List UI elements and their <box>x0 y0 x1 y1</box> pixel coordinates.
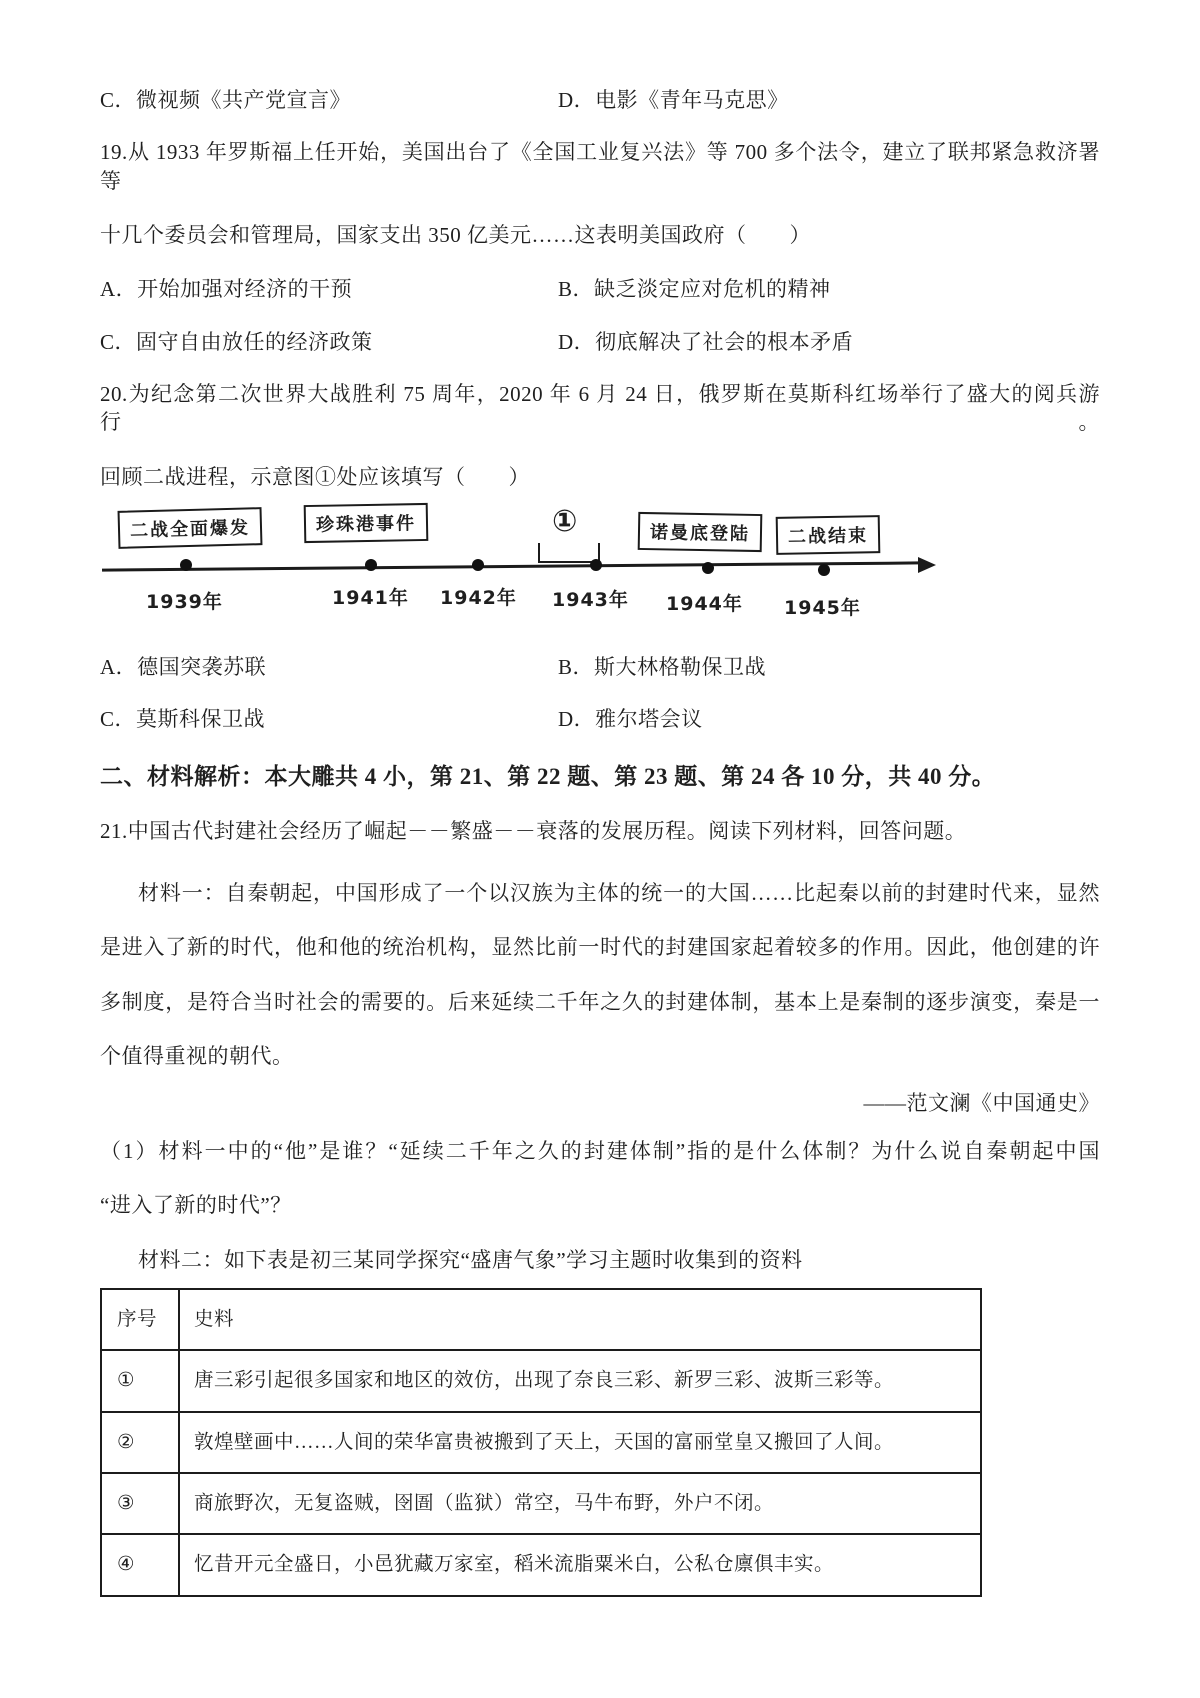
q21-material1-line2: 是进入了新的时代，他和他的统治机构，显然比前一时代的封建国家起着较多的作用。因此，他创建的许 <box>100 935 1100 960</box>
timeline-event-label: 二战全面爆发 <box>118 507 263 549</box>
timeline-blank-circle-1: ① <box>552 504 578 540</box>
q20-options-row-cd <box>100 705 1100 733</box>
row-text: 唐三彩引起很多国家和地区的效仿，出现了奈良三彩、新罗三彩、波斯三彩等。 <box>179 1350 981 1411</box>
q19-stem-line2: 十几个委员会和管理局，国家支出 350 亿美元……这表明美国政府（ ） <box>100 223 811 248</box>
q19-option-b: B．缺乏淡定应对危机的精神 <box>558 277 831 302</box>
table-row <box>101 1412 981 1473</box>
q21-stem: 21.中国古代封建社会经历了崛起－－繁盛－－衰落的发展历程。阅读下列材料，回答问题。 <box>100 818 967 843</box>
row-number: ③ <box>101 1473 179 1534</box>
q19-stem-line1: 19.从 1933 年罗斯福上任开始，美国出台了《全国工业复兴法》等 700 多个法令，建立了联邦紧急救济署等 <box>100 140 1100 193</box>
prev-question-options-row <box>100 86 1100 114</box>
q19-options-row-cd <box>100 328 1100 356</box>
q20-option-d: D．雅尔塔会议 <box>558 707 703 732</box>
q21-material1-line4: 个值得重视的朝代。 <box>100 1044 294 1069</box>
q20-option-a: A．德国突袭苏联 <box>100 655 267 680</box>
q20-option-b: B．斯大林格勒保卫战 <box>558 655 767 680</box>
timeline-event-label: 诺曼底登陆 <box>638 512 763 552</box>
table-row <box>101 1473 981 1534</box>
timeline-year: 1941年 <box>332 587 409 610</box>
q21-subq1-line2: “进入了新的时代”？ <box>100 1193 292 1218</box>
material2-table <box>100 1288 982 1597</box>
timeline-arrowhead-icon <box>918 557 936 573</box>
timeline-dot <box>180 559 192 571</box>
q21-material1-source: ——范文澜《中国通史》 <box>863 1090 1100 1115</box>
timeline-event-label: 二战结束 <box>776 515 881 555</box>
prev-option-d: D．电影《青年马克思》 <box>558 88 789 112</box>
timeline-year: 1939年 <box>146 591 223 614</box>
timeline-year: 1944年 <box>666 593 743 616</box>
q19-option-c: C．固守自由放任的经济政策 <box>100 329 373 354</box>
q21-subq1-line1: （1）材料一中的“他”是谁？“延续二千年之久的封建体制”指的是什么体制？为什么说自秦朝起中国 <box>100 1138 1100 1163</box>
timeline-dot <box>702 562 714 574</box>
timeline-year: 1945年 <box>784 597 861 620</box>
q20-option-c: C．莫斯科保卫战 <box>100 707 266 732</box>
timeline-year: 1942年 <box>440 587 517 610</box>
row-text: 忆昔开元全盛日，小邑犹藏万家室，稻米流脂粟米白，公私仓廪俱丰实。 <box>179 1534 981 1595</box>
row-number: ① <box>101 1350 179 1411</box>
timeline-dot <box>590 559 602 571</box>
q19-option-d: D．彻底解决了社会的根本矛盾 <box>558 329 854 354</box>
q20-options-row-ab <box>100 653 1100 681</box>
q19-options-row-ab <box>100 275 1100 303</box>
timeline-dot <box>818 564 830 576</box>
row-text: 敦煌壁画中……人间的荣华富贵被搬到了天上，天国的富丽堂皇又搬回了人间。 <box>179 1412 981 1473</box>
timeline-dot <box>365 559 377 571</box>
timeline-axis-line <box>102 562 920 572</box>
table-header-xuhao: 序号 <box>101 1289 179 1350</box>
section2-header: 二、材料解析：本大雕共 4 小，第 21、第 22 题、第 23 题、第 24 各 10 分，共 40 分。 <box>100 763 996 789</box>
q19-option-a: A．开始加强对经济的干预 <box>100 277 353 302</box>
timeline-year: 1943年 <box>552 589 629 612</box>
table-row <box>101 1534 981 1595</box>
table-header-row <box>101 1289 981 1350</box>
q21-material1-line3: 多制度，是符合当时社会的需要的。后来延续二千年之久的封建体制，基本上是秦制的逐步演变，秦是一 <box>100 989 1100 1014</box>
timeline-dot <box>472 559 484 571</box>
table-row <box>101 1350 981 1411</box>
table-header-shiliao: 史料 <box>179 1289 981 1350</box>
prev-option-c: C．微视频《共产党宣言》 <box>100 88 352 112</box>
q20-stem-line2: 回顾二战进程，示意图①处应该填写（ ） <box>100 464 530 489</box>
row-number: ④ <box>101 1534 179 1595</box>
row-text: 商旅野次，无复盗贼，囹圄（监狱）常空，马牛布野，外户不闭。 <box>179 1473 981 1534</box>
q21-material1-line1: 材料一：自秦朝起，中国形成了一个以汉族为主体的统一的大国……比起秦以前的封建时代来，显然 <box>138 881 1100 906</box>
timeline-event-label: 珍珠港事件 <box>304 503 429 543</box>
q21-material2-intro: 材料二：如下表是初三某同学探究“盛唐气象”学习主题时收集到的资料 <box>138 1247 803 1272</box>
ww2-timeline-diagram <box>100 503 980 635</box>
row-number: ② <box>101 1412 179 1473</box>
q20-stem-line1: 20.为纪念第二次世界大战胜利 75 周年，2020 年 6 月 24 日，俄罗斯在莫斯科红场举行了盛大的阅兵游行。 <box>100 382 1100 435</box>
